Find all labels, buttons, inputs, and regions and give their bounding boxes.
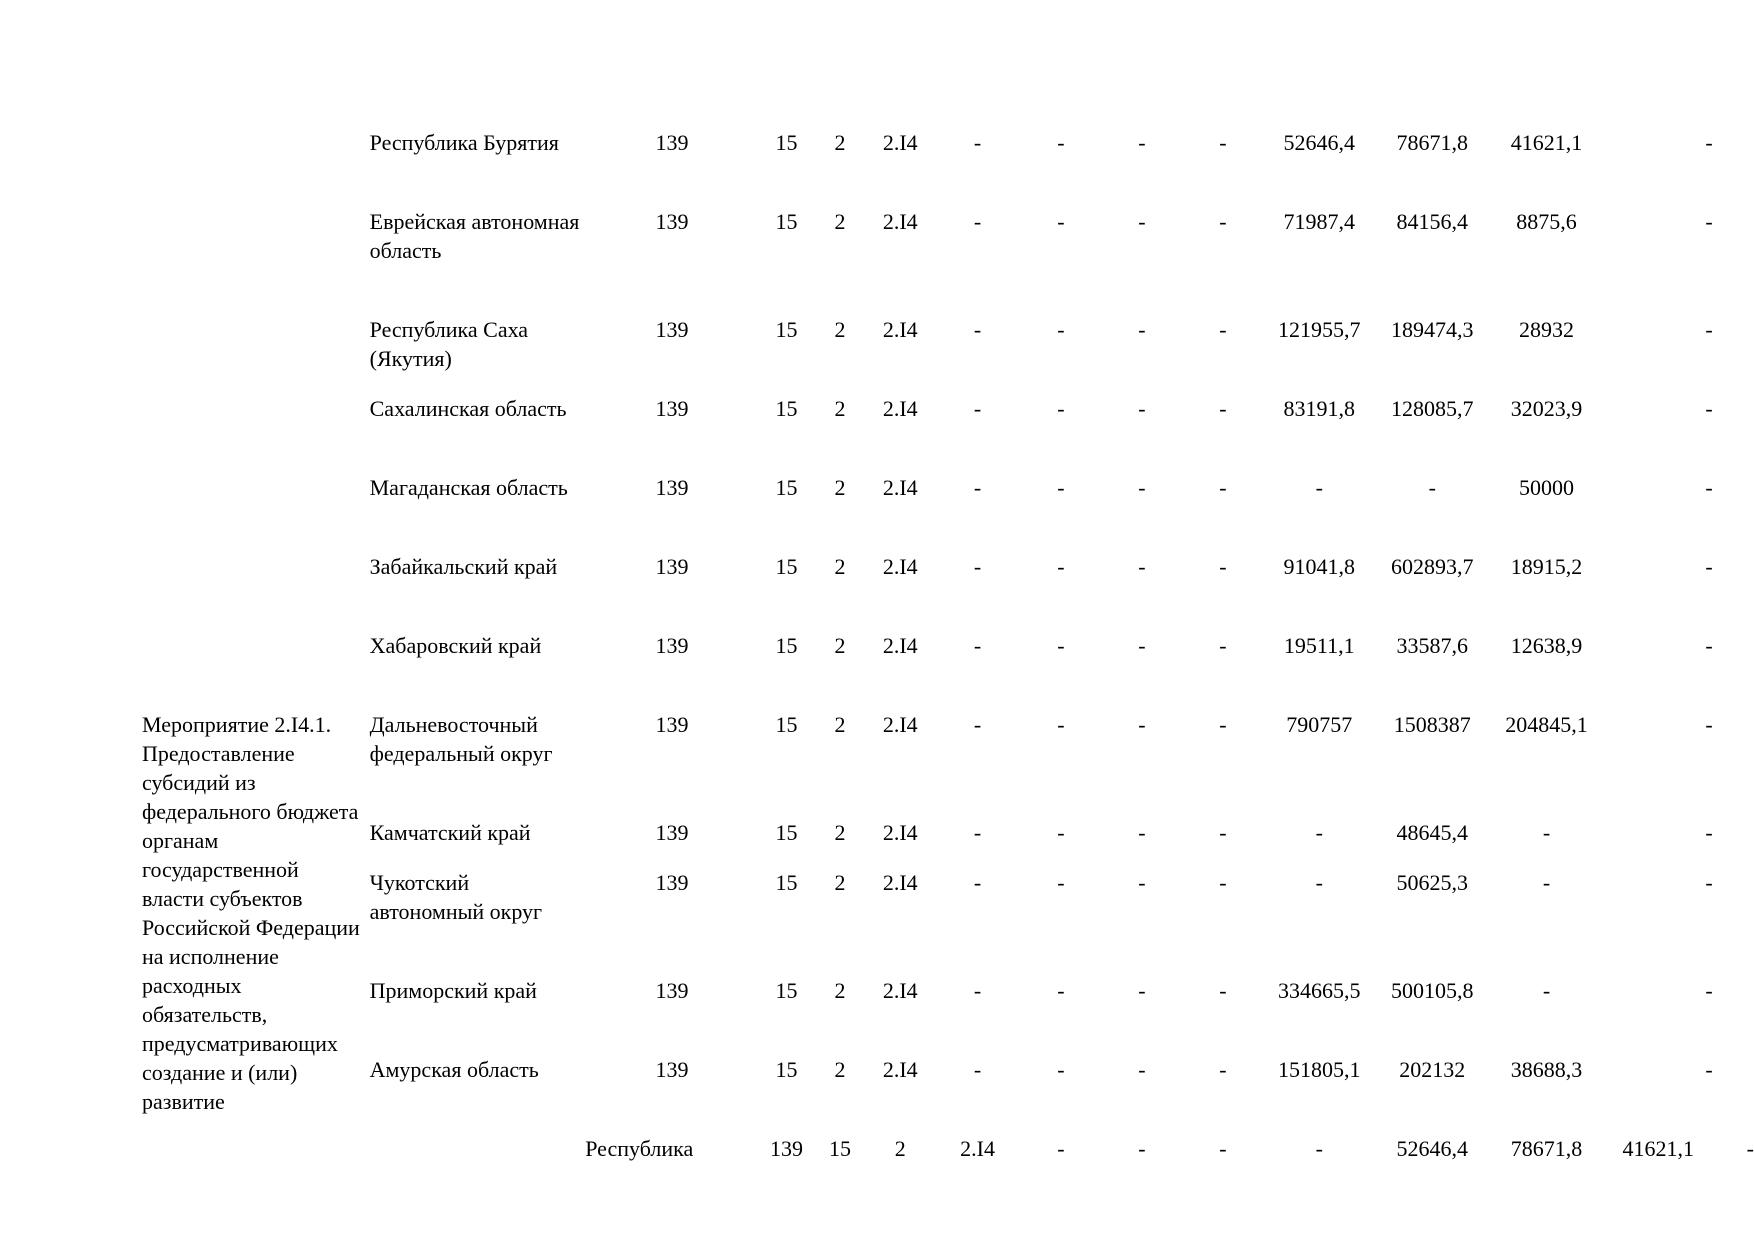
om-cell: 2.I4 [882, 396, 918, 421]
table-row [142, 818, 1754, 868]
value-cell: - [1219, 978, 1227, 1003]
value-cell: 202132 [1399, 1057, 1466, 1082]
region-cell: Еврейская автономная область [369, 209, 580, 263]
value-cell: - [1705, 870, 1713, 895]
value-cell: 8875,6 [1516, 209, 1577, 234]
value-cell: - [1705, 633, 1713, 658]
grbs-cell: 139 [655, 870, 689, 895]
table-row [142, 631, 1754, 710]
value-cell: - [1705, 475, 1713, 500]
event-cell-empty [142, 207, 370, 315]
value-cell: - [1057, 978, 1065, 1003]
grbs-cell: 139 [655, 209, 689, 234]
table-row [142, 976, 1754, 1055]
value-cell: - [973, 633, 982, 658]
table-row [142, 552, 1754, 631]
value-cell: - [1746, 1136, 1754, 1161]
value-cell: - [1138, 317, 1146, 342]
value-cell: 50000 [1519, 475, 1575, 500]
region-cell: Республика Саха (Якутия) [369, 317, 529, 371]
value-cell: 1508387 [1393, 712, 1471, 737]
pgp-cell: 2 [834, 396, 846, 421]
value-cell: - [1315, 870, 1323, 895]
grbs-cell: 139 [655, 978, 689, 1003]
value-cell: - [1138, 554, 1146, 579]
pgp-cell: 2 [834, 870, 846, 895]
gp-cell: 15 [775, 554, 798, 579]
om-cell: 2.I4 [882, 209, 918, 234]
table-row [142, 394, 1754, 473]
region-cell: Республика [585, 1136, 694, 1161]
gp-cell: 15 [775, 475, 798, 500]
om-cell: 2.I4 [882, 554, 918, 579]
value-cell: 18915,2 [1510, 554, 1583, 579]
gp-cell: 15 [775, 396, 798, 421]
value-cell: 32023,9 [1510, 396, 1583, 421]
gp-cell: 15 [775, 820, 798, 845]
grbs-cell: 139 [655, 475, 689, 500]
value-cell: 41621,1 [1622, 1136, 1694, 1161]
value-cell: 52646,4 [1396, 1136, 1468, 1161]
value-cell: 83191,8 [1283, 396, 1355, 421]
value-cell: - [1705, 978, 1713, 1003]
region-cell: Хабаровский край [369, 633, 542, 658]
event-cell-empty [142, 552, 370, 631]
event-cell-empty [142, 631, 370, 710]
om-cell: 2.I4 [882, 712, 918, 737]
value-cell: - [1219, 1057, 1227, 1082]
value-cell: - [1057, 633, 1065, 658]
value-cell: - [1057, 209, 1065, 234]
value-cell: - [1219, 396, 1227, 421]
value-cell: - [1542, 870, 1551, 895]
gp-cell: 15 [775, 317, 798, 342]
pgp-cell: 2 [834, 633, 846, 658]
value-cell: - [1705, 209, 1713, 234]
gp-cell: 15 [775, 633, 798, 658]
gp-cell: 15 [775, 712, 798, 737]
value-cell: - [1138, 475, 1146, 500]
value-cell: - [1315, 820, 1323, 845]
value-cell: - [973, 1057, 982, 1082]
gp-cell: 15 [775, 209, 798, 234]
value-cell: 91041,8 [1283, 554, 1355, 579]
table-row [142, 207, 1754, 315]
value-cell: - [1057, 475, 1065, 500]
value-cell: - [1219, 712, 1227, 737]
grbs-cell: 139 [655, 554, 689, 579]
value-cell: - [1138, 820, 1146, 845]
value-cell: 71987,4 [1283, 209, 1355, 234]
gp-cell: 15 [775, 870, 798, 895]
om-cell: 2.I4 [882, 475, 918, 500]
om-cell: 2.I4 [960, 1136, 995, 1161]
om-cell: 2.I4 [882, 130, 918, 155]
value-cell: - [1138, 209, 1146, 234]
value-cell: 189474,3 [1390, 317, 1474, 342]
value-cell: - [1705, 396, 1713, 421]
value-cell: - [973, 209, 982, 234]
region-cell: Чукотский автономный округ [369, 870, 543, 924]
grbs-cell: 139 [655, 712, 689, 737]
value-cell: - [973, 475, 982, 500]
event-cell-empty [142, 473, 370, 552]
value-cell: 33587,6 [1396, 633, 1468, 658]
gp-cell: 15 [775, 978, 798, 1003]
value-cell: 500105,8 [1390, 978, 1474, 1003]
om-cell: 2.I4 [882, 633, 918, 658]
value-cell: 334665,5 [1277, 978, 1361, 1003]
value-cell: - [973, 396, 982, 421]
grbs-cell: 139 [655, 1057, 689, 1082]
gp-cell: 15 [775, 130, 798, 155]
value-cell: - [1057, 820, 1065, 845]
value-cell: - [1542, 820, 1551, 845]
pgp-cell: 2 [834, 820, 846, 845]
event-cell-empty [142, 315, 370, 394]
pgp-cell: 2 [834, 317, 846, 342]
value-cell: 84156,4 [1396, 209, 1468, 234]
value-cell: - [1057, 396, 1065, 421]
event-cell-empty [142, 394, 370, 473]
value-cell: 790757 [1286, 712, 1353, 737]
pgp-cell: 2 [834, 978, 846, 1003]
value-cell: 52646,4 [1283, 130, 1355, 155]
value-cell: - [973, 820, 982, 845]
value-cell: - [1219, 475, 1227, 500]
table-row [142, 868, 1754, 976]
value-cell: - [1219, 554, 1227, 579]
pgp-cell: 2 [834, 1057, 846, 1082]
value-cell: - [1138, 1057, 1146, 1082]
value-cell: - [1057, 130, 1065, 155]
value-cell: 78671,8 [1510, 1136, 1583, 1161]
value-cell: - [1057, 554, 1065, 579]
value-cell: 19511,1 [1283, 633, 1355, 658]
value-cell: 50625,3 [1396, 870, 1468, 895]
value-cell: 128085,7 [1390, 396, 1474, 421]
region-cell: Республика Бурятия [369, 130, 559, 155]
value-cell: - [1057, 1136, 1065, 1161]
value-cell: - [1705, 712, 1713, 737]
table-row [142, 315, 1754, 394]
grbs-cell: 139 [655, 820, 689, 845]
value-cell: - [1705, 1057, 1713, 1082]
pgp-cell: 2 [834, 712, 846, 737]
value-cell: - [1705, 317, 1713, 342]
event-cell-empty [142, 128, 370, 207]
value-cell: - [1138, 633, 1146, 658]
om-cell: 2.I4 [882, 978, 918, 1003]
value-cell: - [1219, 633, 1227, 658]
event-description-cell [142, 710, 370, 1174]
value-cell: 41621,1 [1510, 130, 1583, 155]
value-cell: - [973, 317, 982, 342]
value-cell: 78671,8 [1396, 130, 1468, 155]
value-cell: - [973, 130, 982, 155]
value-cell: - [1138, 396, 1146, 421]
value-cell: 602893,7 [1390, 554, 1474, 579]
region-cell: Забайкальский край [369, 554, 558, 579]
value-cell: - [1219, 870, 1227, 895]
region-cell: Амурская область [369, 1057, 539, 1082]
grbs-cell: 139 [655, 130, 689, 155]
region-cell: Камчатский край [369, 820, 531, 845]
grbs-cell: 139 [770, 1136, 803, 1161]
value-cell: 151805,1 [1277, 1057, 1361, 1082]
grbs-cell: 139 [655, 633, 689, 658]
table-row [142, 710, 1754, 818]
grbs-cell: 139 [655, 317, 689, 342]
value-cell: - [1138, 1136, 1146, 1161]
pgp-cell: 2 [834, 209, 846, 234]
value-cell: 48645,4 [1396, 820, 1468, 845]
value-cell: 12638,9 [1510, 633, 1583, 658]
pgp-cell: 2 [834, 554, 846, 579]
region-cell: Магаданская область [369, 475, 568, 500]
gp-cell: 15 [775, 1057, 798, 1082]
om-cell: 2.I4 [882, 870, 918, 895]
value-cell: 38688,3 [1510, 1057, 1583, 1082]
value-cell: - [1542, 978, 1551, 1003]
value-cell: - [1428, 475, 1436, 500]
table-row [142, 128, 1754, 207]
value-cell: - [1138, 978, 1146, 1003]
table-row [142, 1134, 1754, 1174]
gp-cell: 15 [829, 1136, 851, 1161]
value-cell: 28932 [1519, 317, 1575, 342]
value-cell: - [1138, 130, 1146, 155]
value-cell: - [1219, 209, 1227, 234]
value-cell: - [973, 712, 982, 737]
value-cell: 121955,7 [1277, 317, 1361, 342]
value-cell: - [1705, 820, 1713, 845]
value-cell: 204845,1 [1505, 712, 1588, 737]
value-cell: - [1138, 712, 1146, 737]
om-cell: 2.I4 [882, 317, 918, 342]
value-cell: - [1057, 1057, 1065, 1082]
region-cell: Дальневосточный федеральный округ [369, 712, 553, 766]
om-cell: 2.I4 [882, 1057, 918, 1082]
value-cell: - [1219, 1136, 1227, 1161]
value-cell: - [1219, 130, 1227, 155]
table-row [142, 473, 1754, 552]
event-cell-empty [370, 1134, 586, 1174]
value-cell: - [1315, 1136, 1323, 1161]
region-cell: Приморский край [369, 978, 537, 1003]
budget-table [142, 128, 1754, 1174]
value-cell: - [1057, 317, 1065, 342]
value-cell: - [1705, 130, 1713, 155]
value-cell: - [1315, 475, 1323, 500]
grbs-cell: 139 [655, 396, 689, 421]
table-row [142, 1055, 1754, 1134]
om-cell: 2.I4 [882, 820, 918, 845]
pgp-cell: 2 [834, 475, 846, 500]
pgp-cell: 2 [894, 1136, 906, 1161]
value-cell: - [1219, 820, 1227, 845]
value-cell: - [1057, 712, 1065, 737]
value-cell: - [973, 978, 982, 1003]
value-cell: - [1219, 317, 1227, 342]
region-cell: Сахалинская область [369, 396, 567, 421]
value-cell: - [1705, 554, 1713, 579]
event-description: Мероприятие 2.I4.1. Предоставление субсидий из федерального бюджета органам государственной власти субъектов Российской Федерации на исполнение расходных обязательств, предусматривающих создание и (или) развитие [142, 712, 360, 1114]
value-cell: - [973, 870, 982, 895]
value-cell: - [1057, 870, 1065, 895]
pgp-cell: 2 [834, 130, 846, 155]
value-cell: - [1138, 870, 1146, 895]
value-cell: - [973, 554, 982, 579]
